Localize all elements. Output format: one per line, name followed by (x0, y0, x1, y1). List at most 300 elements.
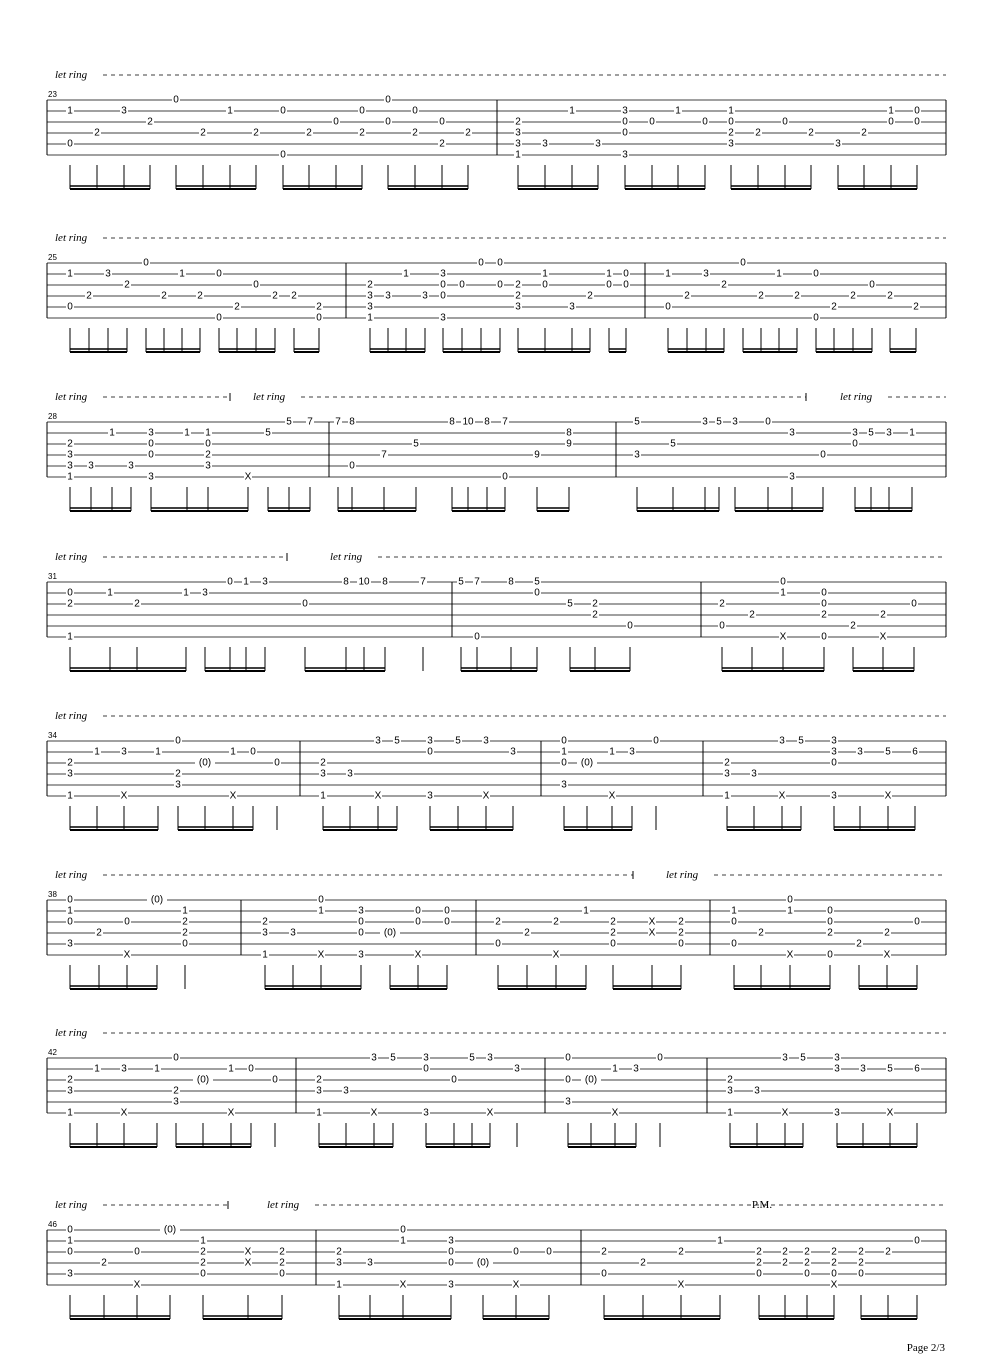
fret-number: 2 (887, 290, 893, 302)
fret-number: 3 (483, 735, 489, 747)
fret-number: 0 (665, 301, 671, 313)
fret-number: 8 (382, 576, 388, 588)
fret-number: 8 (508, 576, 514, 588)
fret-number: 5 (390, 1052, 396, 1064)
fret-number: 3 (860, 1063, 866, 1075)
tab-system (47, 1199, 946, 1319)
fret-number: 0 (448, 1246, 454, 1258)
fret-number: 3 (121, 1063, 127, 1075)
fret-number: X (778, 790, 786, 802)
tab-system (47, 1027, 946, 1147)
let-ring-label: let ring (330, 551, 363, 563)
fret-number: 0 (869, 279, 875, 291)
fret-number: 0 (546, 1246, 552, 1258)
fret-number: 1 (67, 268, 73, 280)
fret-number: 0 (67, 1224, 73, 1236)
fret-number: 2 (367, 279, 373, 291)
fret-number: 1 (227, 105, 233, 117)
fret-number: 7 (335, 416, 341, 428)
fret-number: 2 (749, 609, 755, 621)
fret-number: (0) (580, 757, 594, 769)
fret-number: 3 (358, 905, 364, 917)
fret-number: 3 (629, 746, 635, 758)
fret-number: 2 (678, 916, 684, 928)
measure-number: 42 (48, 1048, 57, 1057)
fret-number: 5 (634, 416, 640, 428)
fret-number: X (133, 1279, 141, 1291)
fret-number: 3 (290, 927, 296, 939)
fret-number: 2 (515, 279, 521, 291)
fret-number: 2 (412, 127, 418, 139)
fret-number: 0 (134, 1246, 140, 1258)
fret-number: 0 (385, 116, 391, 128)
fret-number: 5 (800, 1052, 806, 1064)
measure-number: 34 (48, 731, 57, 740)
fret-number: 0 (821, 631, 827, 643)
let-ring-label: let ring (253, 391, 286, 403)
fret-number: 3 (440, 268, 446, 280)
fret-number: X (244, 1246, 252, 1258)
let-ring-label: let ring (267, 1199, 300, 1211)
fret-number: 2 (684, 290, 690, 302)
fret-number: 0 (67, 138, 73, 150)
fret-number: 1 (67, 905, 73, 917)
fret-number: 2 (515, 290, 521, 302)
fret-number: 2 (175, 768, 181, 780)
fret-number: X (244, 471, 252, 483)
let-ring-label: let ring (55, 1027, 88, 1039)
fret-number: 2 (782, 1246, 788, 1258)
fret-number: 1 (612, 1063, 618, 1075)
fret-number: 0 (412, 105, 418, 117)
fret-number: 1 (316, 1107, 322, 1119)
fret-number: 2 (850, 620, 856, 632)
fret-number: 1 (675, 105, 681, 117)
fret-number: X (486, 1107, 494, 1119)
fret-number: 0 (182, 938, 188, 950)
fret-number: 2 (724, 757, 730, 769)
fret-number: 3 (67, 1268, 73, 1280)
fret-number: 1 (154, 1063, 160, 1075)
fret-number: X (227, 1107, 235, 1119)
fret-number: 1 (583, 905, 589, 917)
fret-number: 0 (67, 916, 73, 928)
fret-number: 3 (633, 1063, 639, 1075)
measure-number: 25 (48, 253, 57, 262)
fret-number: 3 (427, 790, 433, 802)
measure-number: 28 (48, 412, 57, 421)
fret-number: 3 (831, 790, 837, 802)
fret-number: 5 (716, 416, 722, 428)
fret-number: 3 (622, 149, 628, 161)
fret-number: 0 (911, 598, 917, 610)
fret-number: 0 (914, 105, 920, 117)
fret-number: 1 (515, 149, 521, 161)
fret-number: 0 (623, 268, 629, 280)
fret-number: 2 (124, 279, 130, 291)
fret-number: 2 (755, 127, 761, 139)
fret-number: 2 (758, 290, 764, 302)
fret-number: 2 (727, 1074, 733, 1086)
fret-number: 1 (780, 587, 786, 599)
measure-number: 23 (48, 90, 57, 99)
fret-number: 0 (302, 598, 308, 610)
fret-number: 1 (179, 268, 185, 280)
tab-system (47, 551, 946, 671)
fret-number: 3 (262, 576, 268, 588)
fret-number: 0 (731, 938, 737, 950)
fret-number: X (244, 1257, 252, 1269)
fret-number: 0 (804, 1268, 810, 1280)
fret-number: 1 (542, 268, 548, 280)
fret-number: 2 (101, 1257, 107, 1269)
fret-number: 3 (782, 1052, 788, 1064)
fret-number: 0 (601, 1268, 607, 1280)
fret-number: 0 (813, 268, 819, 280)
fret-number: 0 (610, 938, 616, 950)
fret-number: 2 (858, 1257, 864, 1269)
fret-number: 1 (67, 471, 73, 483)
fret-number: 0 (827, 916, 833, 928)
fret-number: 0 (316, 312, 322, 324)
fret-number: 1 (724, 790, 730, 802)
fret-number: 6 (912, 746, 918, 758)
fret-number: 3 (440, 312, 446, 324)
fret-number: X (123, 949, 131, 961)
fret-number: 2 (495, 916, 501, 928)
fret-number: 0 (216, 312, 222, 324)
fret-number: 3 (358, 949, 364, 961)
fret-number: 0 (914, 1235, 920, 1247)
fret-number: (0) (196, 1074, 210, 1086)
fret-number: 7 (502, 416, 508, 428)
fret-number: 0 (415, 905, 421, 917)
fret-number: 2 (439, 138, 445, 150)
fret-number: 2 (821, 609, 827, 621)
fret-number: 0 (831, 1268, 837, 1280)
fret-number: 1 (728, 105, 734, 117)
fret-number: 3 (515, 127, 521, 139)
fret-number: 0 (318, 894, 324, 906)
fret-number: 2 (640, 1257, 646, 1269)
fret-number: X (786, 949, 794, 961)
fret-number: 2 (831, 1257, 837, 1269)
fret-number: 2 (67, 598, 73, 610)
fret-number: 0 (914, 916, 920, 928)
fret-number: 0 (852, 438, 858, 450)
fret-number: 3 (634, 449, 640, 461)
fret-number: 5 (265, 427, 271, 439)
fret-number: 2 (678, 1246, 684, 1258)
fret-number: 3 (834, 1107, 840, 1119)
fret-number: 1 (731, 905, 737, 917)
fret-number: 2 (756, 1246, 762, 1258)
fret-number: 0 (423, 1063, 429, 1075)
fret-number: 3 (367, 1257, 373, 1269)
fret-number: 0 (502, 471, 508, 483)
fret-number: (0) (476, 1257, 490, 1269)
fret-number: X (648, 927, 656, 939)
fret-number: 0 (67, 894, 73, 906)
fret-number: 0 (719, 620, 725, 632)
fret-number: 8 (566, 427, 572, 439)
fret-number: 0 (678, 938, 684, 950)
fret-number: 0 (333, 116, 339, 128)
fret-number: 2 (234, 301, 240, 313)
fret-number: X (886, 1107, 894, 1119)
fret-number: 0 (272, 1074, 278, 1086)
let-ring-label: let ring (55, 710, 88, 722)
fret-number: 3 (423, 1052, 429, 1064)
fret-number: X (552, 949, 560, 961)
fret-number: 1 (155, 746, 161, 758)
fret-number: 2 (858, 1246, 864, 1258)
fret-number: 0 (497, 257, 503, 269)
fret-number: 0 (253, 279, 259, 291)
fret-number: X (781, 1107, 789, 1119)
fret-number: 0 (534, 587, 540, 599)
fret-number: 0 (827, 905, 833, 917)
fret-number: 3 (703, 268, 709, 280)
fret-number: 0 (349, 460, 355, 472)
fret-number: 1 (94, 746, 100, 758)
fret-number: 2 (524, 927, 530, 939)
fret-number: 3 (724, 768, 730, 780)
fret-number: 2 (147, 116, 153, 128)
fret-number: (0) (150, 894, 164, 906)
palm-mute-label: P.M. (751, 1199, 773, 1211)
fret-number: 0 (657, 1052, 663, 1064)
fret-number: 2 (67, 757, 73, 769)
fret-number: 2 (728, 127, 734, 139)
fret-number: X (370, 1107, 378, 1119)
fret-number: (0) (198, 757, 212, 769)
fret-number: 0 (649, 116, 655, 128)
fret-number: 2 (885, 1246, 891, 1258)
fret-number: 3 (367, 301, 373, 313)
fret-number: 0 (227, 576, 233, 588)
fret-number: 3 (831, 735, 837, 747)
fret-number: 2 (173, 1085, 179, 1097)
fret-number: 0 (622, 116, 628, 128)
fret-number: 0 (765, 416, 771, 428)
fret-number: 2 (134, 598, 140, 610)
fret-number: 6 (914, 1063, 920, 1075)
fret-number: 5 (455, 735, 461, 747)
fret-number: 0 (813, 312, 819, 324)
fret-number: 0 (787, 894, 793, 906)
fret-number: 2 (831, 1246, 837, 1258)
fret-number: 2 (359, 127, 365, 139)
fret-number: 2 (316, 1074, 322, 1086)
fret-number: 2 (758, 927, 764, 939)
fret-number: 3 (202, 587, 208, 599)
fret-number: 3 (886, 427, 892, 439)
fret-number: 3 (834, 1052, 840, 1064)
fret-number: 0 (173, 94, 179, 106)
fret-number: 2 (804, 1257, 810, 1269)
fret-number: 2 (880, 609, 886, 621)
fret-number: 3 (834, 1063, 840, 1075)
fret-number: 5 (413, 438, 419, 450)
fret-number: 3 (422, 290, 428, 302)
fret-number: 3 (67, 1085, 73, 1097)
fret-number: 0 (451, 1074, 457, 1086)
fret-number: 1 (243, 576, 249, 588)
fret-number: 0 (205, 438, 211, 450)
fret-number: X (414, 949, 422, 961)
fret-number: 2 (279, 1257, 285, 1269)
fret-number: 0 (279, 1268, 285, 1280)
fret-number: 2 (291, 290, 297, 302)
fret-number: 1 (561, 746, 567, 758)
fret-number: 8 (449, 416, 455, 428)
fret-number: 5 (798, 735, 804, 747)
fret-number: 2 (831, 301, 837, 313)
fret-number: 0 (358, 927, 364, 939)
fret-number: 0 (914, 116, 920, 128)
fret-number: 1 (67, 1107, 73, 1119)
tab-system (47, 391, 946, 511)
fret-number: 3 (173, 1096, 179, 1108)
fret-number: 2 (200, 1257, 206, 1269)
let-ring-label: let ring (55, 391, 88, 403)
fret-number: 1 (262, 949, 268, 961)
fret-number: 2 (794, 290, 800, 302)
fret-number: 0 (358, 916, 364, 928)
fret-number: 3 (515, 138, 521, 150)
fret-number: X (512, 1279, 520, 1291)
fret-number: X (120, 790, 128, 802)
fret-number: 2 (316, 301, 322, 313)
fret-number: 2 (279, 1246, 285, 1258)
fret-number: 1 (67, 631, 73, 643)
fret-number: 0 (124, 916, 130, 928)
fret-number: 3 (732, 416, 738, 428)
fret-number: 2 (205, 449, 211, 461)
fret-number: 3 (371, 1052, 377, 1064)
fret-number: 10 (358, 576, 370, 588)
fret-number: 3 (448, 1235, 454, 1247)
fret-number: X (884, 790, 892, 802)
fret-number: 3 (336, 1257, 342, 1269)
fret-number: 3 (542, 138, 548, 150)
fret-number: 1 (776, 268, 782, 280)
fret-number: 2 (515, 116, 521, 128)
fret-number: 2 (782, 1257, 788, 1269)
fret-number: 0 (565, 1052, 571, 1064)
fret-number: 2 (913, 301, 919, 313)
fret-number: 2 (86, 290, 92, 302)
fret-number: 2 (94, 127, 100, 139)
let-ring-label: let ring (666, 869, 699, 881)
tab-system (47, 869, 946, 989)
fret-number: 0 (756, 1268, 762, 1280)
fret-number: 0 (561, 757, 567, 769)
measure-number: 38 (48, 890, 57, 899)
tab-system (47, 710, 946, 830)
fret-number: 1 (200, 1235, 206, 1247)
fret-number: 0 (474, 631, 480, 643)
fret-number: X (677, 1279, 685, 1291)
fret-number: 1 (606, 268, 612, 280)
fret-number: 7 (420, 576, 426, 588)
fret-number: 0 (439, 116, 445, 128)
fret-number: 3 (789, 471, 795, 483)
fret-number: 10 (462, 416, 474, 428)
fret-number: 5 (868, 427, 874, 439)
fret-number: 3 (375, 735, 381, 747)
fret-number: 3 (423, 1107, 429, 1119)
fret-number: 0 (200, 1268, 206, 1280)
fret-number: 0 (173, 1052, 179, 1064)
let-ring-label: let ring (840, 391, 873, 403)
let-ring-label: let ring (55, 869, 88, 881)
fret-number: (0) (163, 1224, 177, 1236)
fret-number: 1 (665, 268, 671, 280)
fret-number: 0 (148, 438, 154, 450)
fret-number: 2 (756, 1257, 762, 1269)
fret-number: 2 (587, 290, 593, 302)
fret-number: 3 (779, 735, 785, 747)
fret-number: 3 (595, 138, 601, 150)
fret-number: 3 (835, 138, 841, 150)
fret-number: 0 (440, 290, 446, 302)
fret-number: 3 (148, 427, 154, 439)
fret-number: 0 (175, 735, 181, 747)
fret-number: 0 (67, 301, 73, 313)
fret-number: 3 (148, 471, 154, 483)
fret-number: 3 (121, 105, 127, 117)
fret-number: 8 (343, 576, 349, 588)
fret-number: 3 (88, 460, 94, 472)
fret-number: 2 (827, 927, 833, 939)
fret-number: 2 (161, 290, 167, 302)
let-ring-label: let ring (55, 232, 88, 244)
fret-number: 7 (307, 416, 313, 428)
fret-number: 3 (262, 927, 268, 939)
fret-number: 0 (400, 1224, 406, 1236)
fret-number: 9 (566, 438, 572, 450)
fret-number: 3 (67, 460, 73, 472)
fret-number: X (120, 1107, 128, 1119)
fret-number: 0 (216, 268, 222, 280)
fret-number: 5 (469, 1052, 475, 1064)
fret-number: 3 (67, 449, 73, 461)
fret-number: 0 (444, 905, 450, 917)
fret-number: 2 (200, 1246, 206, 1258)
fret-number: 2 (721, 279, 727, 291)
fret-number: 1 (67, 1235, 73, 1247)
fret-number: 1 (107, 587, 113, 599)
fret-number: 1 (367, 312, 373, 324)
fret-number: 0 (280, 105, 286, 117)
measure-number: 31 (48, 572, 57, 581)
fret-number: X (648, 916, 656, 928)
fret-number: 7 (381, 449, 387, 461)
fret-number: 1 (228, 1063, 234, 1075)
fret-number: 3 (128, 460, 134, 472)
fret-number: 2 (610, 927, 616, 939)
fret-number: 1 (787, 905, 793, 917)
fret-number: 5 (670, 438, 676, 450)
fret-number: 2 (465, 127, 471, 139)
fret-number: 5 (534, 576, 540, 588)
fret-number: X (830, 1279, 838, 1291)
fret-number: X (611, 1107, 619, 1119)
fret-number: 3 (852, 427, 858, 439)
fret-number: 3 (367, 290, 373, 302)
